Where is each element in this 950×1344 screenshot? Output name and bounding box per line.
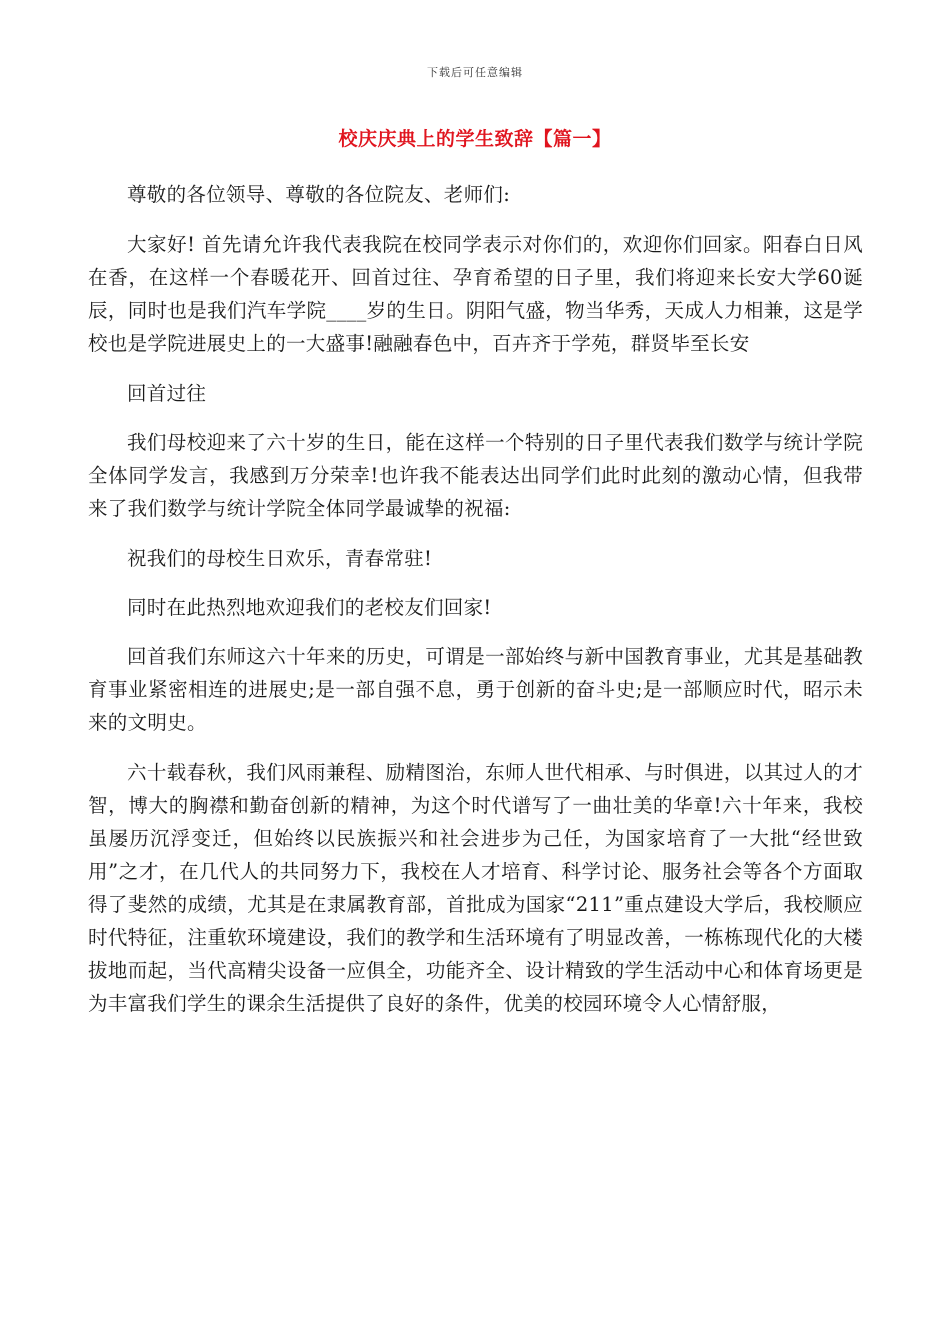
greeting-paragraph: 大家好! 首先请允许我代表我院在校同学表示对你们的，欢迎你们回家。阳春白日风在香，在这样一个春暖花开、回首过往、孕育希望的日子里，我们将迎来长安大学60诞辰，同时也是我们汽车学院____岁的生日。阴阳气盛，物当华秀，天成人力相兼，这是学校也是学院进展史上的一大盛事!融融春色中，百卉齐于学苑，群贤毕至长安 <box>88 233 863 355</box>
document-body <box>88 178 863 1037</box>
history-paragraph: 回首我们东师这六十年来的历史，可谓是一部始终与新中国教育事业，尤其是基础教育事业紧密相连的进展史;是一部自强不息，勇于创新的奋斗史;是一部顺应时代，昭示未来的文明史。 <box>88 645 863 734</box>
salutation-paragraph: 尊敬的各位领导、尊敬的各位院友、老师们: <box>127 183 511 206</box>
header-note: 下载后可任意编辑 <box>427 66 523 79</box>
wish-paragraph: 祝我们的母校生日欢乐，青春常驻! <box>127 547 433 570</box>
welcome-paragraph: 同时在此热烈地欢迎我们的老校友们回家! <box>127 596 492 619</box>
section-heading-paragraph: 回首过往 <box>127 382 207 405</box>
document-title: 校庆庆典上的学生致辞【篇一】 <box>338 128 612 150</box>
body-paragraph: 我们母校迎来了六十岁的生日，能在这样一个特别的日子里代表我们数学与统计学院全体同学发言，我感到万分荣幸!也许我不能表达出同学们此时此刻的激动心情，但我带来了我们数学与统计学院全体同学最诚挚的祝福: <box>88 431 863 520</box>
sixty-years-paragraph: 六十载春秋，我们风雨兼程、励精图治，东师人世代相承、与时俱进，以其过人的才智，博大的胸襟和勤奋创新的精神，为这个时代谱写了一曲壮美的华章!六十年来，我校虽屡历沉浮变迁，但始终以民族振兴和社会进步为己任，为国家培育了一大批“经世致用”之才，在几代人的共同努力下，我校在人才培育、科学讨论、服务社会等各个方面取得了斐然的成绩，尤其是在隶属教育部，首批成为国家“211”重点建设大学后，我校顺应时代特征，注重软环境建设，我们的教学和生活环境有了明显改善，一栋栋现代化的大楼拔地而起，当代高精尖设备一应俱全，功能齐全、设计精致的学生活动中心和体育场更是为丰富我们学生的课余生活提供了良好的条件，优美的校园环境令人心情舒服， <box>88 761 863 1015</box>
